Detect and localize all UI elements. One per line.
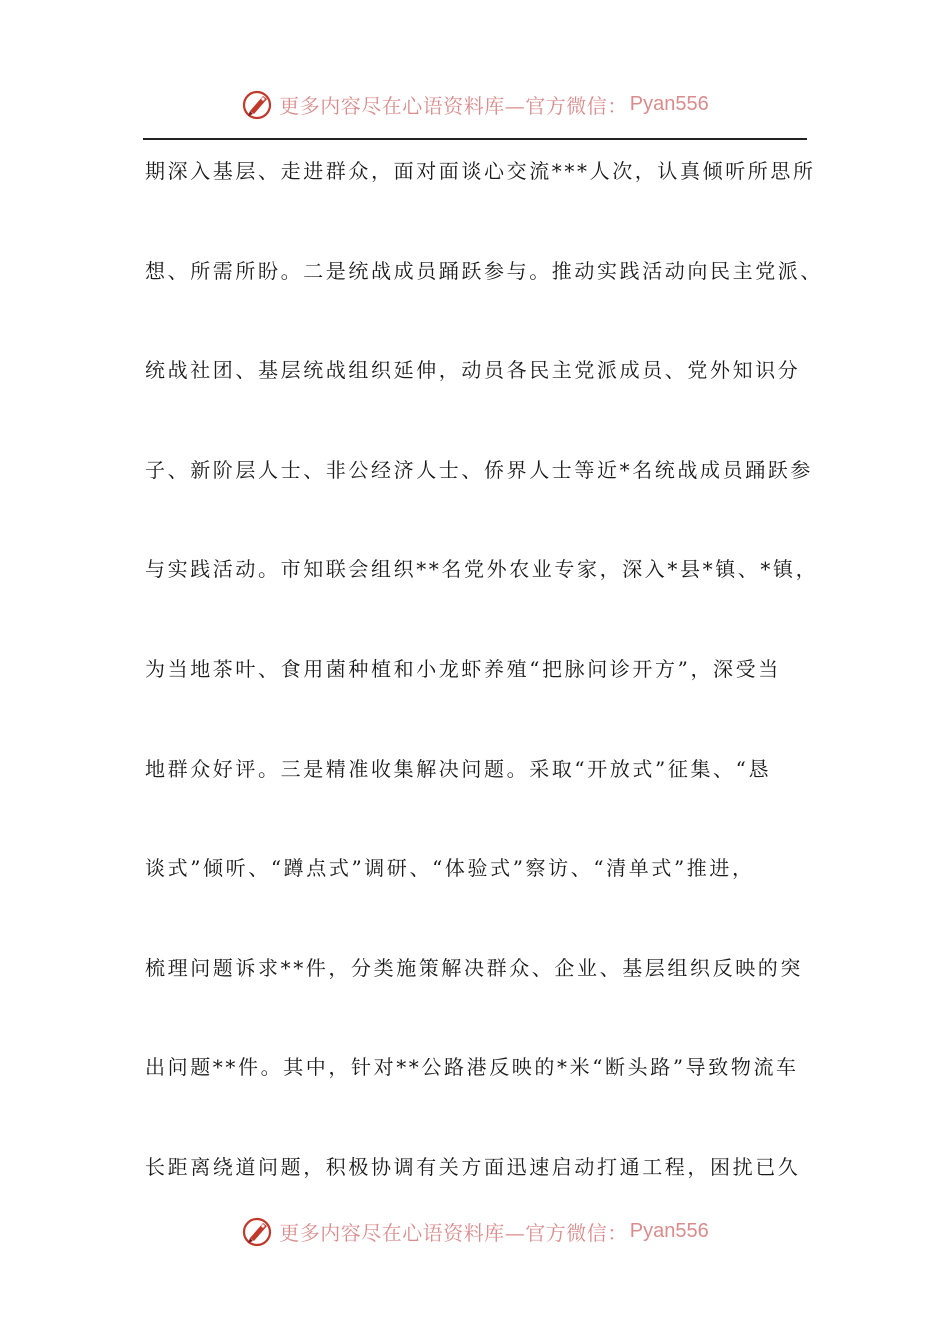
pen-nib-logo-icon bbox=[241, 87, 275, 121]
text-line: 地群众好评。三是精准收集解决问题。采取“开放式”征集、“恳 bbox=[145, 756, 772, 781]
text-line: 出问题**件。其中，针对**公路港反映的*米“断头路”导致物流车 bbox=[145, 1055, 799, 1080]
banner-text: 更多内容尽在心语资料库—官方微信： bbox=[279, 93, 628, 118]
header-banner bbox=[0, 84, 950, 124]
pen-nib-logo-icon bbox=[241, 1214, 275, 1248]
banner-wechat-id: Pyan556 bbox=[629, 92, 709, 115]
banner-wechat-id: Pyan556 bbox=[629, 1219, 709, 1242]
text-line: 为当地茶叶、食用菌种植和小龙虾养殖“把脉问诊开方”，深受当 bbox=[145, 656, 781, 681]
text-line: 统战社团、基层统战组织延伸，动员各民主党派成员、党外知识分 bbox=[145, 358, 801, 383]
text-line: 长距离绕道问题，积极协调有关方面迅速启动打通工程，困扰已久 bbox=[145, 1154, 801, 1179]
text-line: 子、新阶层人士、非公经济人士、侨界人士等近*名统战成员踊跃参 bbox=[145, 457, 813, 482]
text-line: 与实践活动。市知联会组织**名党外农业专家，深入*县*镇、*镇， bbox=[145, 557, 819, 582]
text-line: 期深入基层、走进群众，面对面谈心交流***人次，认真倾听所思所 bbox=[145, 159, 816, 183]
header-divider bbox=[143, 138, 807, 140]
document-body bbox=[145, 150, 825, 1246]
text-line: 梳理问题诉求**件，分类施策解决群众、企业、基层组织反映的突 bbox=[145, 955, 803, 980]
footer-banner bbox=[0, 1211, 950, 1251]
text-line: 谈式”倾听、“蹲点式”调研、“体验式”察访、“清单式”推进， bbox=[145, 856, 755, 881]
banner-text: 更多内容尽在心语资料库—官方微信： bbox=[279, 1220, 628, 1245]
text-line: 想、所需所盼。二是统战成员踊跃参与。推动实践活动向民主党派、 bbox=[145, 258, 823, 283]
